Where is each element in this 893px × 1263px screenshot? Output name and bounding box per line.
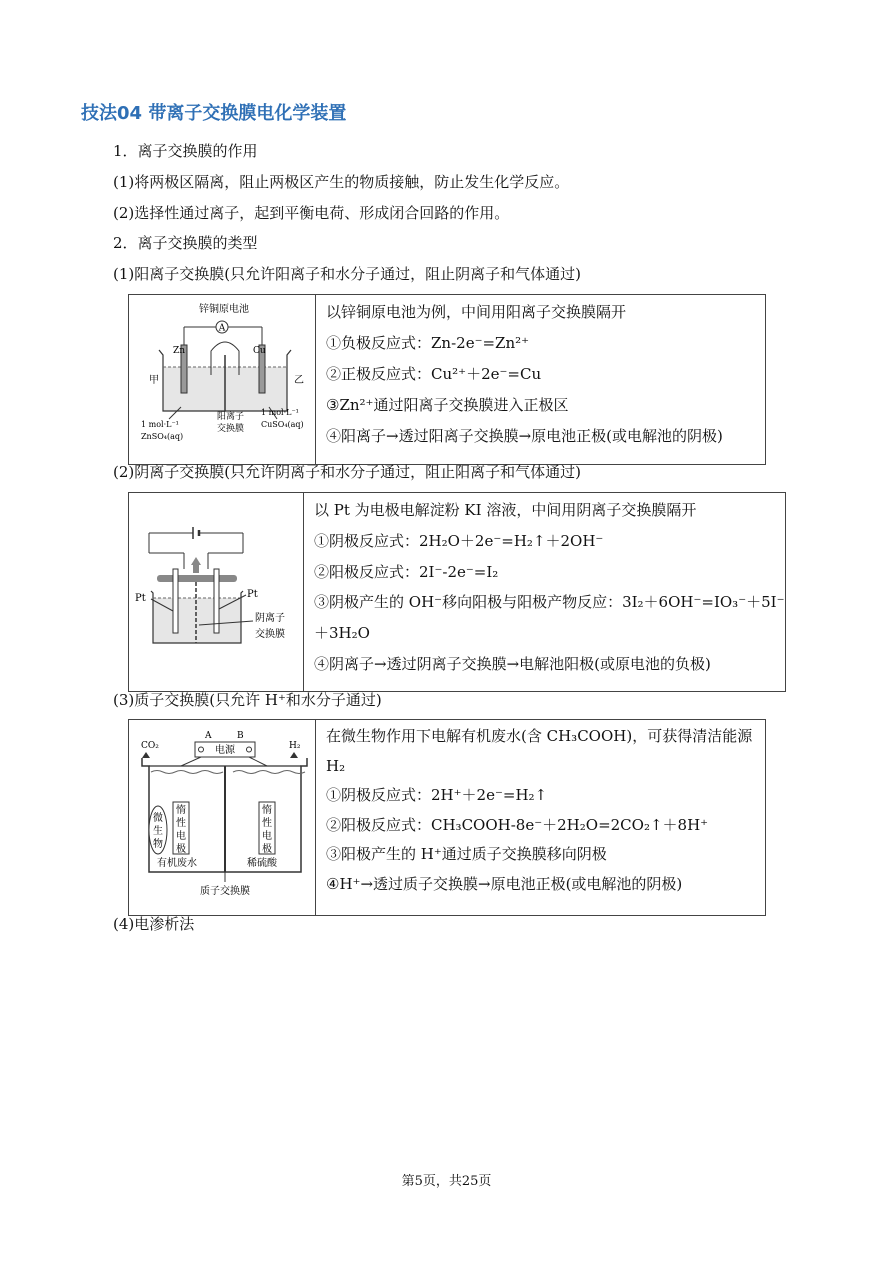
note-line: ③Zn²⁺通过阳离子交换膜进入正极区 (326, 396, 569, 414)
note-line: 以 Pt 为电极电解淀粉 KI 溶液，中间用阴离子交换膜隔开 (314, 501, 697, 519)
proton-membrane-notes (316, 720, 766, 916)
zn-electrode-label: Zn (173, 346, 186, 356)
note-line: 以锌铜原电池为例，中间用阳离子交换膜隔开 (326, 303, 627, 321)
organic-wastewater-label: 有机废水 (157, 858, 197, 869)
right-half-cell-label: 乙 (294, 375, 304, 386)
terminal-b-label: B (237, 731, 244, 741)
inert-electrode-right-label: 惰性电极 (262, 805, 272, 855)
proton-membrane-label: 质子交换膜 (200, 886, 250, 897)
paragraph-2: (2)选择性通过离子，起到平衡电荷、形成闭合回路的作用。 (113, 204, 510, 222)
anion-membrane-notes (304, 493, 786, 692)
znso4-concentration: 1 mol·L⁻¹ (141, 420, 179, 429)
type-proton-label: (3)质子交换膜(只允许 H⁺和水分子通过) (113, 691, 382, 709)
cu-electrode-label: Cu (253, 346, 266, 356)
page-title: 技法04 带离子交换膜电化学装置 (81, 103, 347, 124)
paragraph-1: (1)将两极区隔离，阻止两极区产生的物质接触，防止发生化学反应。 (113, 173, 570, 191)
pt-left-label: Pt (135, 593, 146, 604)
microbe-label: 微生物 (153, 813, 163, 850)
membrane-label-1: 阳离子 (217, 412, 245, 422)
cation-membrane-table (128, 294, 766, 465)
ammeter-label: A (218, 323, 226, 334)
electrolysis-figure (129, 493, 304, 692)
h2-label: H₂ (289, 741, 301, 751)
type-cation-label: (1)阳离子交换膜(只允许阳离子和水分子通过，阻止阴离子和气体通过) (113, 265, 581, 283)
electrolysis-diagram (129, 493, 303, 687)
znso4-solution: ZnSO₄(aq) (141, 432, 184, 441)
terminal-a-label: A (205, 731, 212, 741)
section-heading-1: 1．离子交换膜的作用 (113, 142, 258, 160)
page-footer: 第5页，共25页 (401, 1174, 492, 1189)
cuso4-concentration: 1 mol·L⁻¹ (261, 408, 299, 417)
membrane-label-1: 阴离子 (255, 613, 285, 624)
zinc-copper-cell-figure (129, 295, 316, 465)
anion-membrane-table (128, 492, 786, 692)
note-line: 在微生物作用下电解有机废水(含 CH₃COOH)，可获得清洁能源 (326, 727, 753, 745)
note-line: ①阴极反应式：2H₂O＋2e⁻=H₂↑＋2OH⁻ (314, 531, 604, 550)
type-electrodialysis-label: (4)电渗析法 (113, 915, 195, 933)
co2-label: CO₂ (141, 741, 159, 751)
note-line: ②正极反应式：Cu²⁺＋2e⁻=Cu (326, 365, 542, 383)
note-line: H₂ (326, 756, 346, 775)
power-source-label: 电源 (215, 745, 235, 756)
cation-membrane-notes (316, 295, 766, 465)
note-line: ＋3H₂O (314, 624, 370, 643)
zinc-copper-cell-diagram (129, 295, 315, 460)
microbial-electrolysis-diagram (129, 720, 315, 911)
inert-electrode-left-label: 惰性电极 (176, 805, 186, 855)
note-line: ④H⁺→透过质子交换膜→原电池正极(或电解池的阴极) (326, 874, 683, 893)
note-line: ②阳极反应式：2I⁻-2e⁻=I₂ (314, 562, 499, 581)
dilute-sulfuric-acid-label: 稀硫酸 (247, 858, 277, 869)
microbial-electrolysis-figure (129, 720, 316, 916)
note-line: ①负极反应式：Zn-2e⁻=Zn²⁺ (326, 334, 530, 352)
note-line: ④阴离子→透过阴离子交换膜→电解池阳极(或原电池的负极) (314, 654, 711, 673)
fig1-title: 锌铜原电池 (199, 304, 249, 315)
note-line: ①阴极反应式：2H⁺＋2e⁻=H₂↑ (326, 786, 548, 804)
note-line: ③阳极产生的 H⁺通过质子交换膜移向阴极 (326, 845, 607, 863)
section-heading-2: 2．离子交换膜的类型 (113, 234, 258, 252)
proton-membrane-table (128, 719, 766, 916)
left-half-cell-label: 甲 (149, 375, 159, 386)
membrane-label-2: 交换膜 (255, 629, 285, 640)
type-anion-label: (2)阴离子交换膜(只允许阴离子和水分子通过，阻止阳离子和气体通过) (113, 463, 581, 481)
note-line: ④阳离子→透过阳离子交换膜→原电池正极(或电解池的阴极) (326, 427, 723, 445)
membrane-label-2: 交换膜 (217, 424, 245, 434)
note-line: ③阴极产生的 OH⁻移向阳极与阳极产物反应：3I₂＋6OH⁻=IO₃⁻＋5I⁻ (314, 593, 785, 612)
pt-right-label: Pt (247, 589, 258, 600)
cuso4-solution: CuSO₄(aq) (261, 420, 304, 429)
note-line: ②阳极反应式：CH₃COOH-8e⁻＋2H₂O=2CO₂↑＋8H⁺ (326, 815, 709, 834)
